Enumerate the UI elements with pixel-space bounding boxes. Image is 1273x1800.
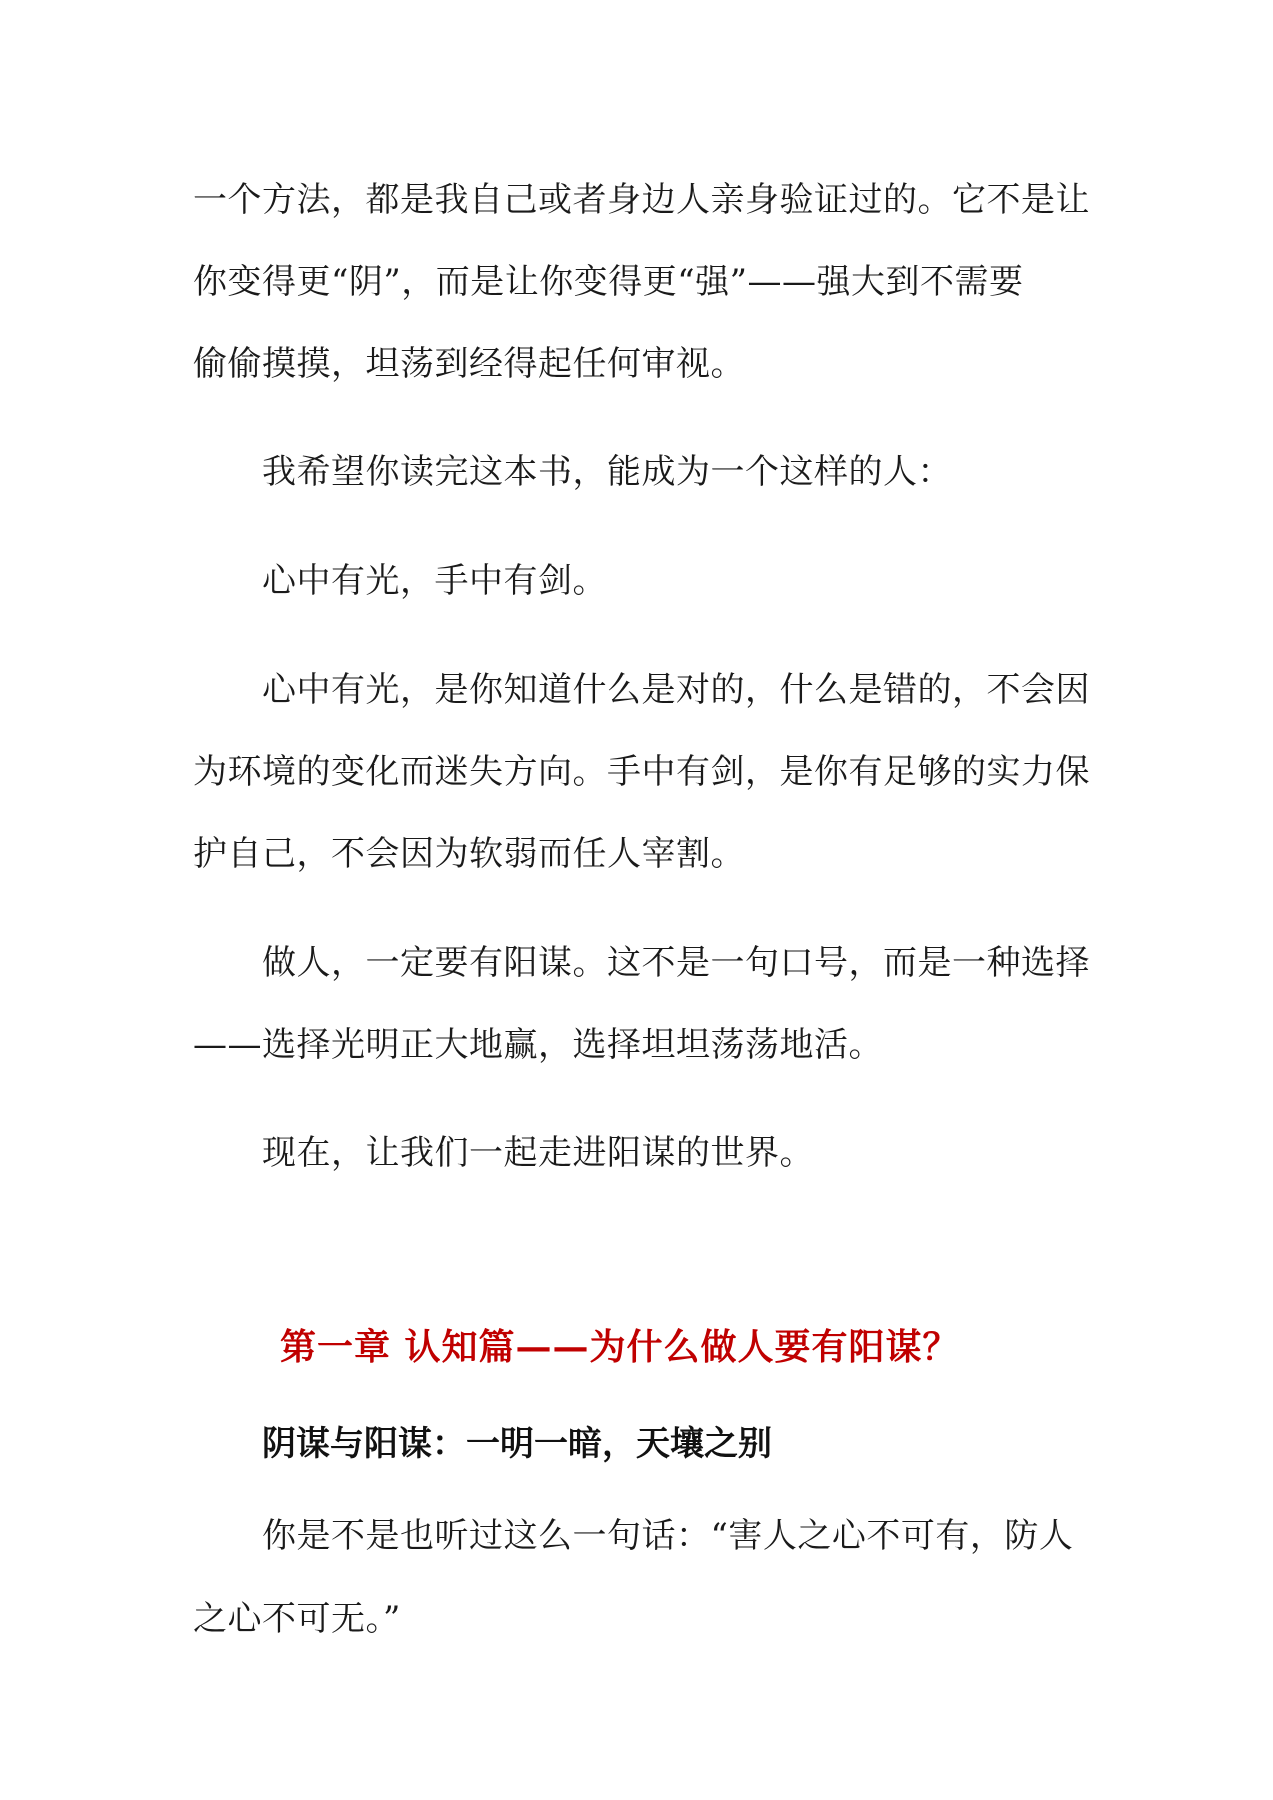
- paragraph-line: 为环境的变化而迷失方向。手中有剑，是你有足够的实力保: [193, 752, 1090, 792]
- paragraph-line: 我希望你读完这本书，能成为一个这样的人：: [262, 452, 952, 492]
- paragraph-line: 一个方法，都是我自己或者身边人亲身验证过的。它不是让: [193, 180, 1090, 220]
- paragraph-line: 护自己，不会因为软弱而任人宰割。: [193, 834, 745, 874]
- paragraph-line: 心中有光，手中有剑。: [262, 561, 607, 601]
- paragraph-line: 偷偷摸摸，坦荡到经得起任何审视。: [193, 344, 745, 384]
- paragraph-line: 你是不是也听过这么一句话：“害人之心不可有，防人: [262, 1516, 1074, 1556]
- paragraph-line: 做人，一定要有阳谋。这不是一句口号，而是一种选择: [262, 943, 1090, 983]
- section-heading: 阴谋与阳谋：一明一暗，天壤之别: [262, 1424, 772, 1464]
- paragraph-line: 之心不可无。”: [193, 1599, 401, 1639]
- chapter-title: 第一章 认知篇——为什么做人要有阳谋？: [280, 1326, 960, 1368]
- paragraph-line: 心中有光，是你知道什么是对的，什么是错的，不会因: [262, 670, 1090, 710]
- paragraph-line: 你变得更“阴”，而是让你变得更“强”——强大到不需要: [193, 262, 1024, 302]
- paragraph-line: 现在，让我们一起走进阳谋的世界。: [262, 1133, 814, 1173]
- paragraph-line: ——选择光明正大地赢，选择坦坦荡荡地活。: [193, 1025, 883, 1065]
